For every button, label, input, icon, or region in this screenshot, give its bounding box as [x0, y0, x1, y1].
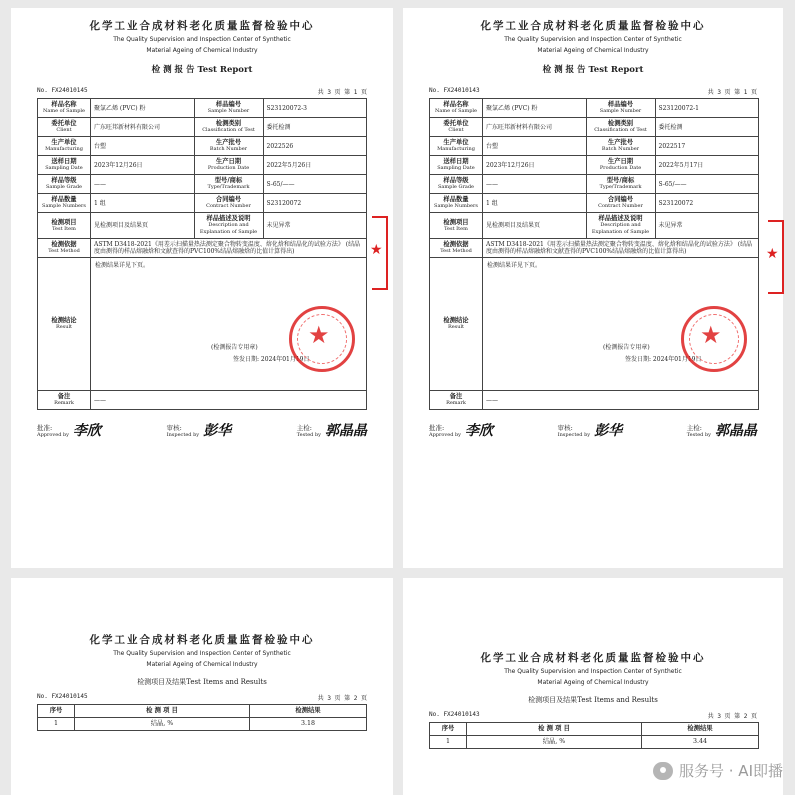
center-name-cn: 化学工业合成材料老化质量监督检验中心 [480, 652, 706, 664]
sampling-date: 2023年12月26日 [91, 156, 195, 175]
page-count: 共 3 页 第 1 页 [707, 89, 757, 96]
inspector-signature: 彭华 [203, 423, 232, 439]
remark: —— [91, 391, 367, 410]
issue-date: 签发日期: 2024年01月19日 [233, 356, 310, 363]
watermark [653, 760, 783, 781]
col-no: 序号 [38, 705, 75, 718]
test-item: 见检测项目及结果页 [91, 213, 195, 239]
test-method: ASTM D3418-2021《用差示扫描量热法测定聚合物转变温度、熔化焓和结晶化的试验方法》 (结晶度由测得的样品熔融焓和文献查得的PVC100%结晶熔融焓的比值计算得出) [483, 239, 759, 258]
seam-stamp-icon: ★ [372, 216, 388, 290]
batch-number: 2022517 [655, 137, 759, 156]
test-method: ASTM D3418-2021《用差示扫描量热法测定聚合物转变温度、熔化焓和结晶化的试验方法》 (结晶度由测得的样品熔融焓和文献查得的PVC100%结晶熔融焓的比值计算得出) [91, 239, 367, 258]
center-name-cn: 化学工业合成材料老化质量监督检验中心 [89, 20, 315, 32]
report-sheet-2 [403, 8, 783, 568]
center-name-en-2: Material Ageing of Chemical Industry [146, 661, 258, 668]
report-title: 检 测 报 告 Test Report [542, 65, 644, 75]
center-name-en-1: The Quality Supervision and Inspection Center of Synthetic [113, 650, 291, 657]
results-sheet-1 [11, 578, 393, 795]
col-result: 检测结果 [250, 705, 367, 718]
page-count: 共 3 页 第 1 页 [317, 89, 367, 96]
col-result: 检测结果 [642, 723, 759, 736]
stamp-caption: (检测报告专用章) [211, 344, 258, 351]
center-name-cn: 化学工业合成材料老化质量监督检验中心 [480, 20, 706, 32]
result-cell [483, 258, 759, 391]
production-date: 2022年5月17日 [655, 156, 759, 175]
type-trademark: S-65/—— [655, 175, 759, 194]
results-title: 检测项目及结果Test Items and Results [137, 678, 267, 686]
sampling-date: 2023年12月26日 [483, 156, 587, 175]
center-name-en-2: Material Ageing of Chemical Industry [537, 47, 649, 54]
report-sheet-1 [11, 8, 393, 568]
results-table [37, 704, 367, 731]
wechat-icon [653, 762, 673, 780]
inspector-signature: 彭华 [594, 423, 623, 439]
report-table: 样品名称 Name of Sample 聚氯乙烯 (PVC) 粉 样品编号 Sample Number S23120072-1 委托单位 Client 广东旺邦新材料有限公司 检测类别 Classification of Test 委托检测 生产单位 Manufacturing 台塑 生产批号 Batch Number 2022517 送样日期 Sampling Date 2023年12月26日 生产日期 Production Date 2022年5月17日 样品等级 Sample Grade —— 型号/商标 Type/Trademark S-65/—— 样品数量 Sample Numbers 1 组 合同编号 Contract Number S23120072 检测项目 Test Item 见检测项目及结果页 样品描述及说明 Description and Explanation of Sample 未见异常 检测依据 Test Method ASTM D3418-2021《用差示扫描量热法测定聚合物转变温度、熔化焓和结晶化的试验方法》 (结晶度由测得的样品熔融焓和文献查得的PVC100%结晶熔融焓的比值计算得出) 检测结论 Result 检测结果详见下页。 (检测报告专用章) 签发日期: 2024年01月19日 ★ 备注 Remark —— [429, 98, 759, 410]
report-number: No. FX24010143 [429, 87, 480, 94]
result-text: 检测结果详见下页。 [487, 262, 542, 269]
center-name-en-2: Material Ageing of Chemical Industry [146, 47, 258, 54]
center-name-en-1: The Quality Supervision and Inspection Center of Synthetic [504, 668, 682, 675]
classification: 委托检测 [263, 118, 367, 137]
result-value: 3.44 [642, 736, 759, 749]
batch-number: 2022526 [263, 137, 367, 156]
sample-description: 未见异常 [655, 213, 759, 239]
report-meta [37, 87, 367, 96]
stamp-caption: (检测报告专用章) [603, 344, 650, 351]
sample-grade: —— [483, 175, 587, 194]
issue-date: 签发日期: 2024年01月19日 [625, 356, 702, 363]
signature-row: 批准: Approved by 李欣 审核: Inspected by 彭华 主检: Tested by 郭晶晶 [37, 420, 367, 440]
production-date: 2022年5月26日 [263, 156, 367, 175]
client: 广东旺邦新材料有限公司 [91, 118, 195, 137]
report-meta [429, 87, 757, 96]
report-number: No. FX24010145 [37, 87, 88, 94]
contract-number: S23120072 [263, 194, 367, 213]
report-title: 检 测 报 告 Test Report [151, 65, 253, 75]
report-table: 样品名称 Name of Sample 聚氯乙烯 (PVC) 粉 样品编号 Sample Number S23120072-3 委托单位 Client 广东旺邦新材料有限公司 检测类别 Classification of Test 委托检测 生产单位 Manufacturing 台塑 生产批号 Batch Number 2022526 送样日期 Sampling Date 2023年12月26日 生产日期 Production Date 2022年5月26日 样品等级 Sample Grade —— 型号/商标 Type/Trademark S-65/—— 样品数量 Sample Numbers 1 组 合同编号 Contract Number S23120072 检测项目 Test Item 见检测项目及结果页 样品描述及说明 Description and Explanation of Sample 未见异常 检测依据 Test Method ASTM D3418-2021《用差示扫描量热法测定聚合物转变温度、熔化焓和结晶化的试验方法》 (结晶度由测得的样品熔融焓和文献查得的PVC100%结晶熔融焓的比值计算得出) 检测结论 Result 检测结果详见下页。 (检测报告专用章) 签发日期: 2024年01月19日 ★ 备注 Remark —— [37, 98, 367, 410]
sample-number: S23120072-1 [655, 99, 759, 118]
sample-number: S23120072-3 [263, 99, 367, 118]
results-meta [37, 693, 367, 702]
table-row: 1 结晶, % 3.44 [430, 736, 759, 749]
sample-quantity: 1 组 [483, 194, 587, 213]
sample-grade: —— [91, 175, 195, 194]
col-no: 序号 [430, 723, 467, 736]
tester-signature: 郭晶晶 [324, 423, 367, 439]
test-item: 见检测项目及结果页 [483, 213, 587, 239]
client: 广东旺邦新材料有限公司 [483, 118, 587, 137]
classification: 委托检测 [655, 118, 759, 137]
results-table [429, 722, 759, 749]
center-name-cn: 化学工业合成材料老化质量监督检验中心 [89, 634, 315, 646]
page-count: 共 3 页 第 2 页 [317, 695, 367, 702]
approver-signature: 李欣 [73, 423, 102, 439]
center-name-en-2: Material Ageing of Chemical Industry [537, 679, 649, 686]
seam-stamp-icon: ★ [768, 220, 784, 294]
contract-number: S23120072 [655, 194, 759, 213]
sample-description: 未见异常 [263, 213, 367, 239]
signature-row: 批准: Approved by 李欣 审核: Inspected by 彭华 主检: Tested by 郭晶晶 [429, 420, 757, 440]
type-trademark: S-65/—— [263, 175, 367, 194]
page-count: 共 3 页 第 2 页 [707, 713, 757, 720]
manufacturing: 台塑 [483, 137, 587, 156]
sample-name: 聚氯乙烯 (PVC) 粉 [91, 99, 195, 118]
col-item: 检 测 项 目 [467, 723, 642, 736]
col-item: 检 测 项 目 [75, 705, 250, 718]
sample-quantity: 1 组 [91, 194, 195, 213]
approver-signature: 李欣 [465, 423, 494, 439]
result-text: 检测结果详见下页。 [95, 262, 150, 269]
watermark-text: 服务号 · AI即播 [679, 762, 783, 780]
center-name-en-1: The Quality Supervision and Inspection Center of Synthetic [504, 36, 682, 43]
official-seal: ★ [681, 306, 747, 372]
center-name-en-1: The Quality Supervision and Inspection Center of Synthetic [113, 36, 291, 43]
results-title: 检测项目及结果Test Items and Results [528, 696, 658, 704]
report-number: No. FX24010143 [429, 711, 480, 718]
manufacturing: 台塑 [91, 137, 195, 156]
result-cell [91, 258, 367, 391]
result-value: 3.18 [250, 718, 367, 731]
remark: —— [483, 391, 759, 410]
table-row: 1 结晶, % 3.18 [38, 718, 367, 731]
sample-name: 聚氯乙烯 (PVC) 粉 [483, 99, 587, 118]
report-number: No. FX24010145 [37, 693, 88, 700]
official-seal: ★ [289, 306, 355, 372]
results-meta [429, 711, 757, 720]
tester-signature: 郭晶晶 [714, 423, 757, 439]
